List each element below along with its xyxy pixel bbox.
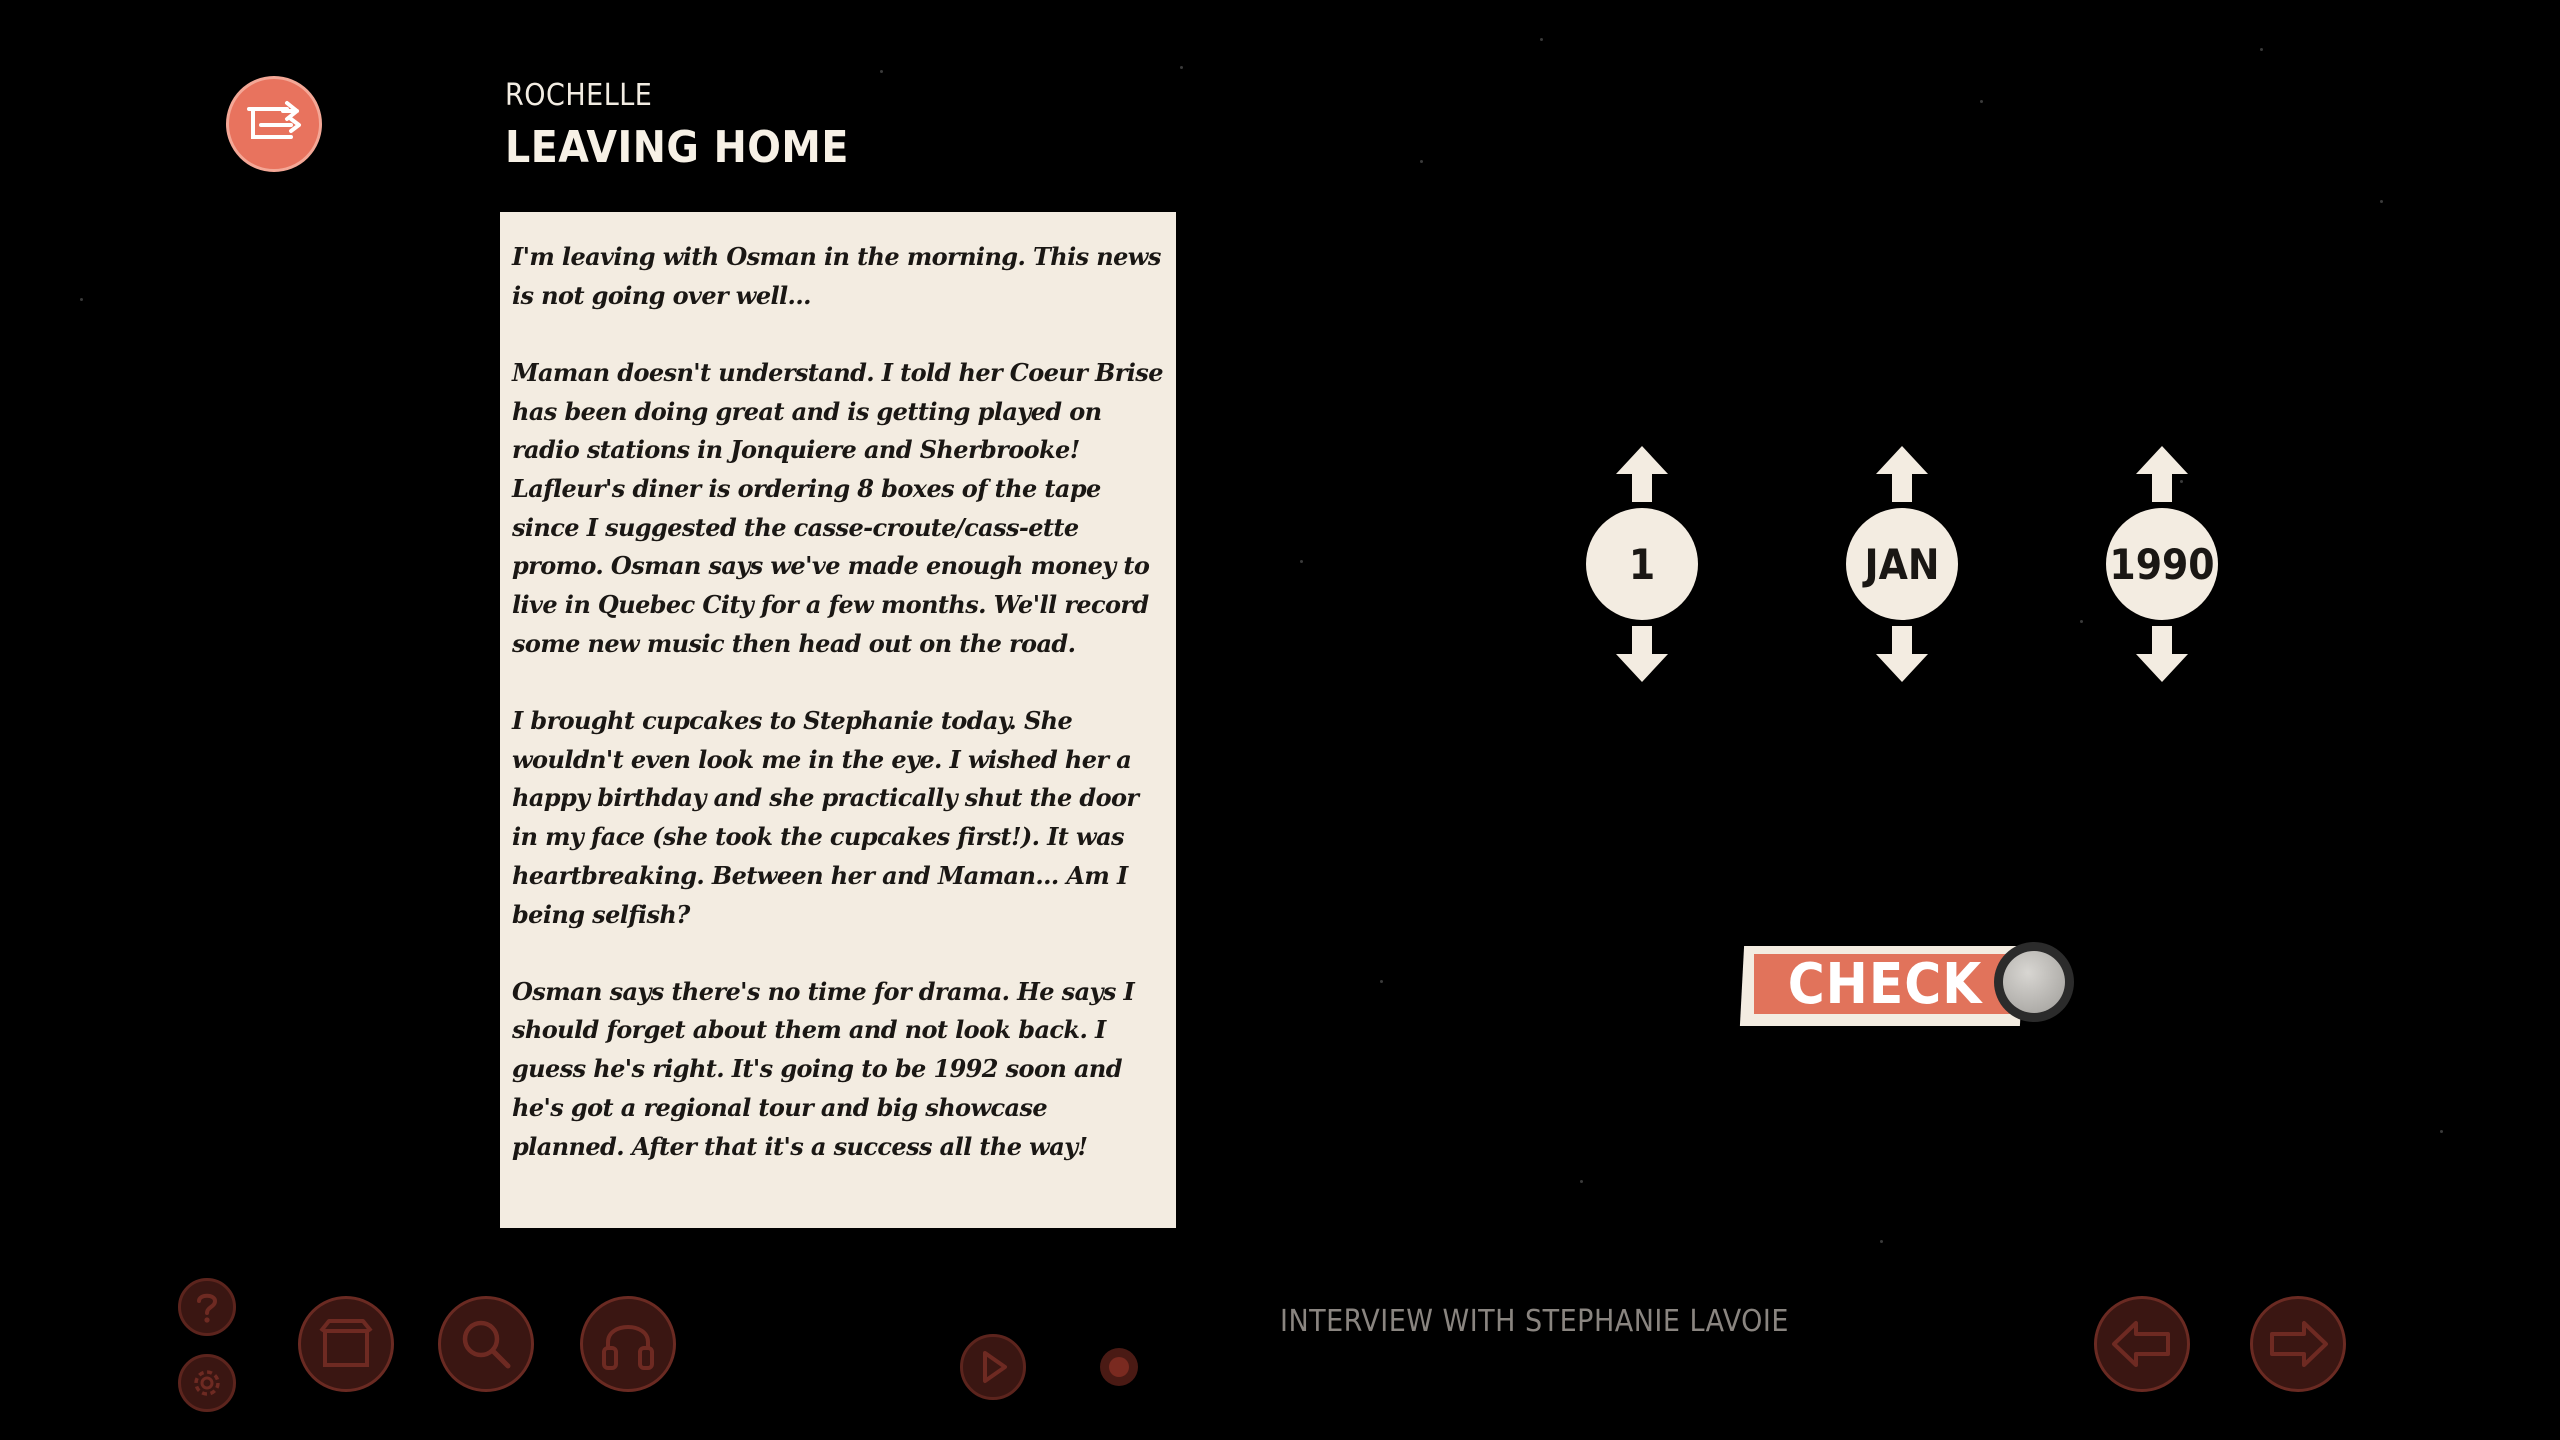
headphones-icon bbox=[598, 1316, 658, 1372]
magnifier-icon bbox=[456, 1314, 516, 1374]
question-icon bbox=[192, 1290, 222, 1324]
previous-button[interactable] bbox=[2094, 1296, 2190, 1392]
speaker-name: ROCHELLE bbox=[505, 78, 653, 113]
check-knob-icon bbox=[1994, 942, 2074, 1022]
arrow-left-icon bbox=[2110, 1319, 2174, 1369]
check-button[interactable] bbox=[1742, 942, 2074, 1026]
background-star bbox=[1980, 100, 1983, 103]
month-value: JAN bbox=[1846, 508, 1958, 620]
year-dial bbox=[2104, 444, 2220, 684]
background-star bbox=[2080, 620, 2083, 623]
background-star bbox=[80, 298, 83, 301]
diary-paragraph: Osman says there's no time for drama. He says I should forget about them and not look back. I guess he's right. It's going to be 1992 soon and he's got a regional tour and big showcase planned. After that it's a success all the way! bbox=[512, 976, 1135, 1161]
inventory-button[interactable] bbox=[298, 1296, 394, 1392]
day-down-arrow-icon[interactable] bbox=[1614, 624, 1670, 684]
diary-paragraph: I brought cupcakes to Stephanie today. She wouldn't even look me in the eye. I wished her a happy birthday and she practically shut the door in my face (she took the cupcakes first!). It was heartbreaking. Between her and Maman... Am I being selfish? bbox=[512, 706, 1139, 929]
year-up-arrow-icon[interactable] bbox=[2134, 444, 2190, 504]
back-button[interactable] bbox=[226, 76, 322, 172]
month-down-arrow-icon[interactable] bbox=[1874, 624, 1930, 684]
day-dial bbox=[1584, 444, 1700, 684]
play-button[interactable] bbox=[960, 1334, 1026, 1400]
interview-label: INTERVIEW WITH STEPHANIE LAVOIE bbox=[1280, 1304, 1789, 1339]
diary-page bbox=[500, 212, 1176, 1228]
background-star bbox=[2260, 48, 2263, 51]
background-star bbox=[1300, 560, 1303, 563]
day-up-arrow-icon[interactable] bbox=[1614, 444, 1670, 504]
arrow-right-icon bbox=[2266, 1319, 2330, 1369]
audio-button[interactable] bbox=[580, 1296, 676, 1392]
background-star bbox=[1540, 38, 1543, 41]
month-dial bbox=[1844, 444, 1960, 684]
diary-paragraph: Maman doesn't understand. I told her Coeur Brise has been doing great and is getting played on radio stations in Jonquiere and Sherbrooke! Lafleur's diner is ordering 8 boxes of the tape since I suggested the casse-croute/cass-ette promo. Osman says we've made enough money to live in Quebec City for a few months. We'll record some new music then head out on the road. bbox=[512, 357, 1163, 658]
background-star bbox=[1580, 1180, 1583, 1183]
background-star bbox=[1880, 1240, 1883, 1243]
box-icon bbox=[317, 1317, 375, 1371]
year-down-arrow-icon[interactable] bbox=[2134, 624, 2190, 684]
check-button-label: CHECK bbox=[1754, 954, 2016, 1014]
day-value: 1 bbox=[1586, 508, 1698, 620]
diary-paragraph: I'm leaving with Osman in the morning. This news is not going over well... bbox=[512, 242, 1161, 310]
record-dot-icon[interactable] bbox=[1100, 1348, 1138, 1386]
entry-title: LEAVING HOME bbox=[505, 122, 849, 173]
search-button[interactable] bbox=[438, 1296, 534, 1392]
background-star bbox=[1380, 980, 1383, 983]
play-icon bbox=[977, 1349, 1009, 1385]
help-button[interactable] bbox=[178, 1278, 236, 1336]
background-star bbox=[2380, 200, 2383, 203]
month-up-arrow-icon[interactable] bbox=[1874, 444, 1930, 504]
background-star bbox=[880, 70, 883, 73]
next-button[interactable] bbox=[2250, 1296, 2346, 1392]
background-star bbox=[1420, 160, 1423, 163]
settings-button[interactable] bbox=[178, 1354, 236, 1412]
gear-icon bbox=[188, 1364, 226, 1402]
background-star bbox=[2440, 1130, 2443, 1133]
background-star bbox=[1180, 66, 1183, 69]
year-value: 1990 bbox=[2106, 508, 2218, 620]
exit-arrow-icon bbox=[243, 99, 305, 149]
